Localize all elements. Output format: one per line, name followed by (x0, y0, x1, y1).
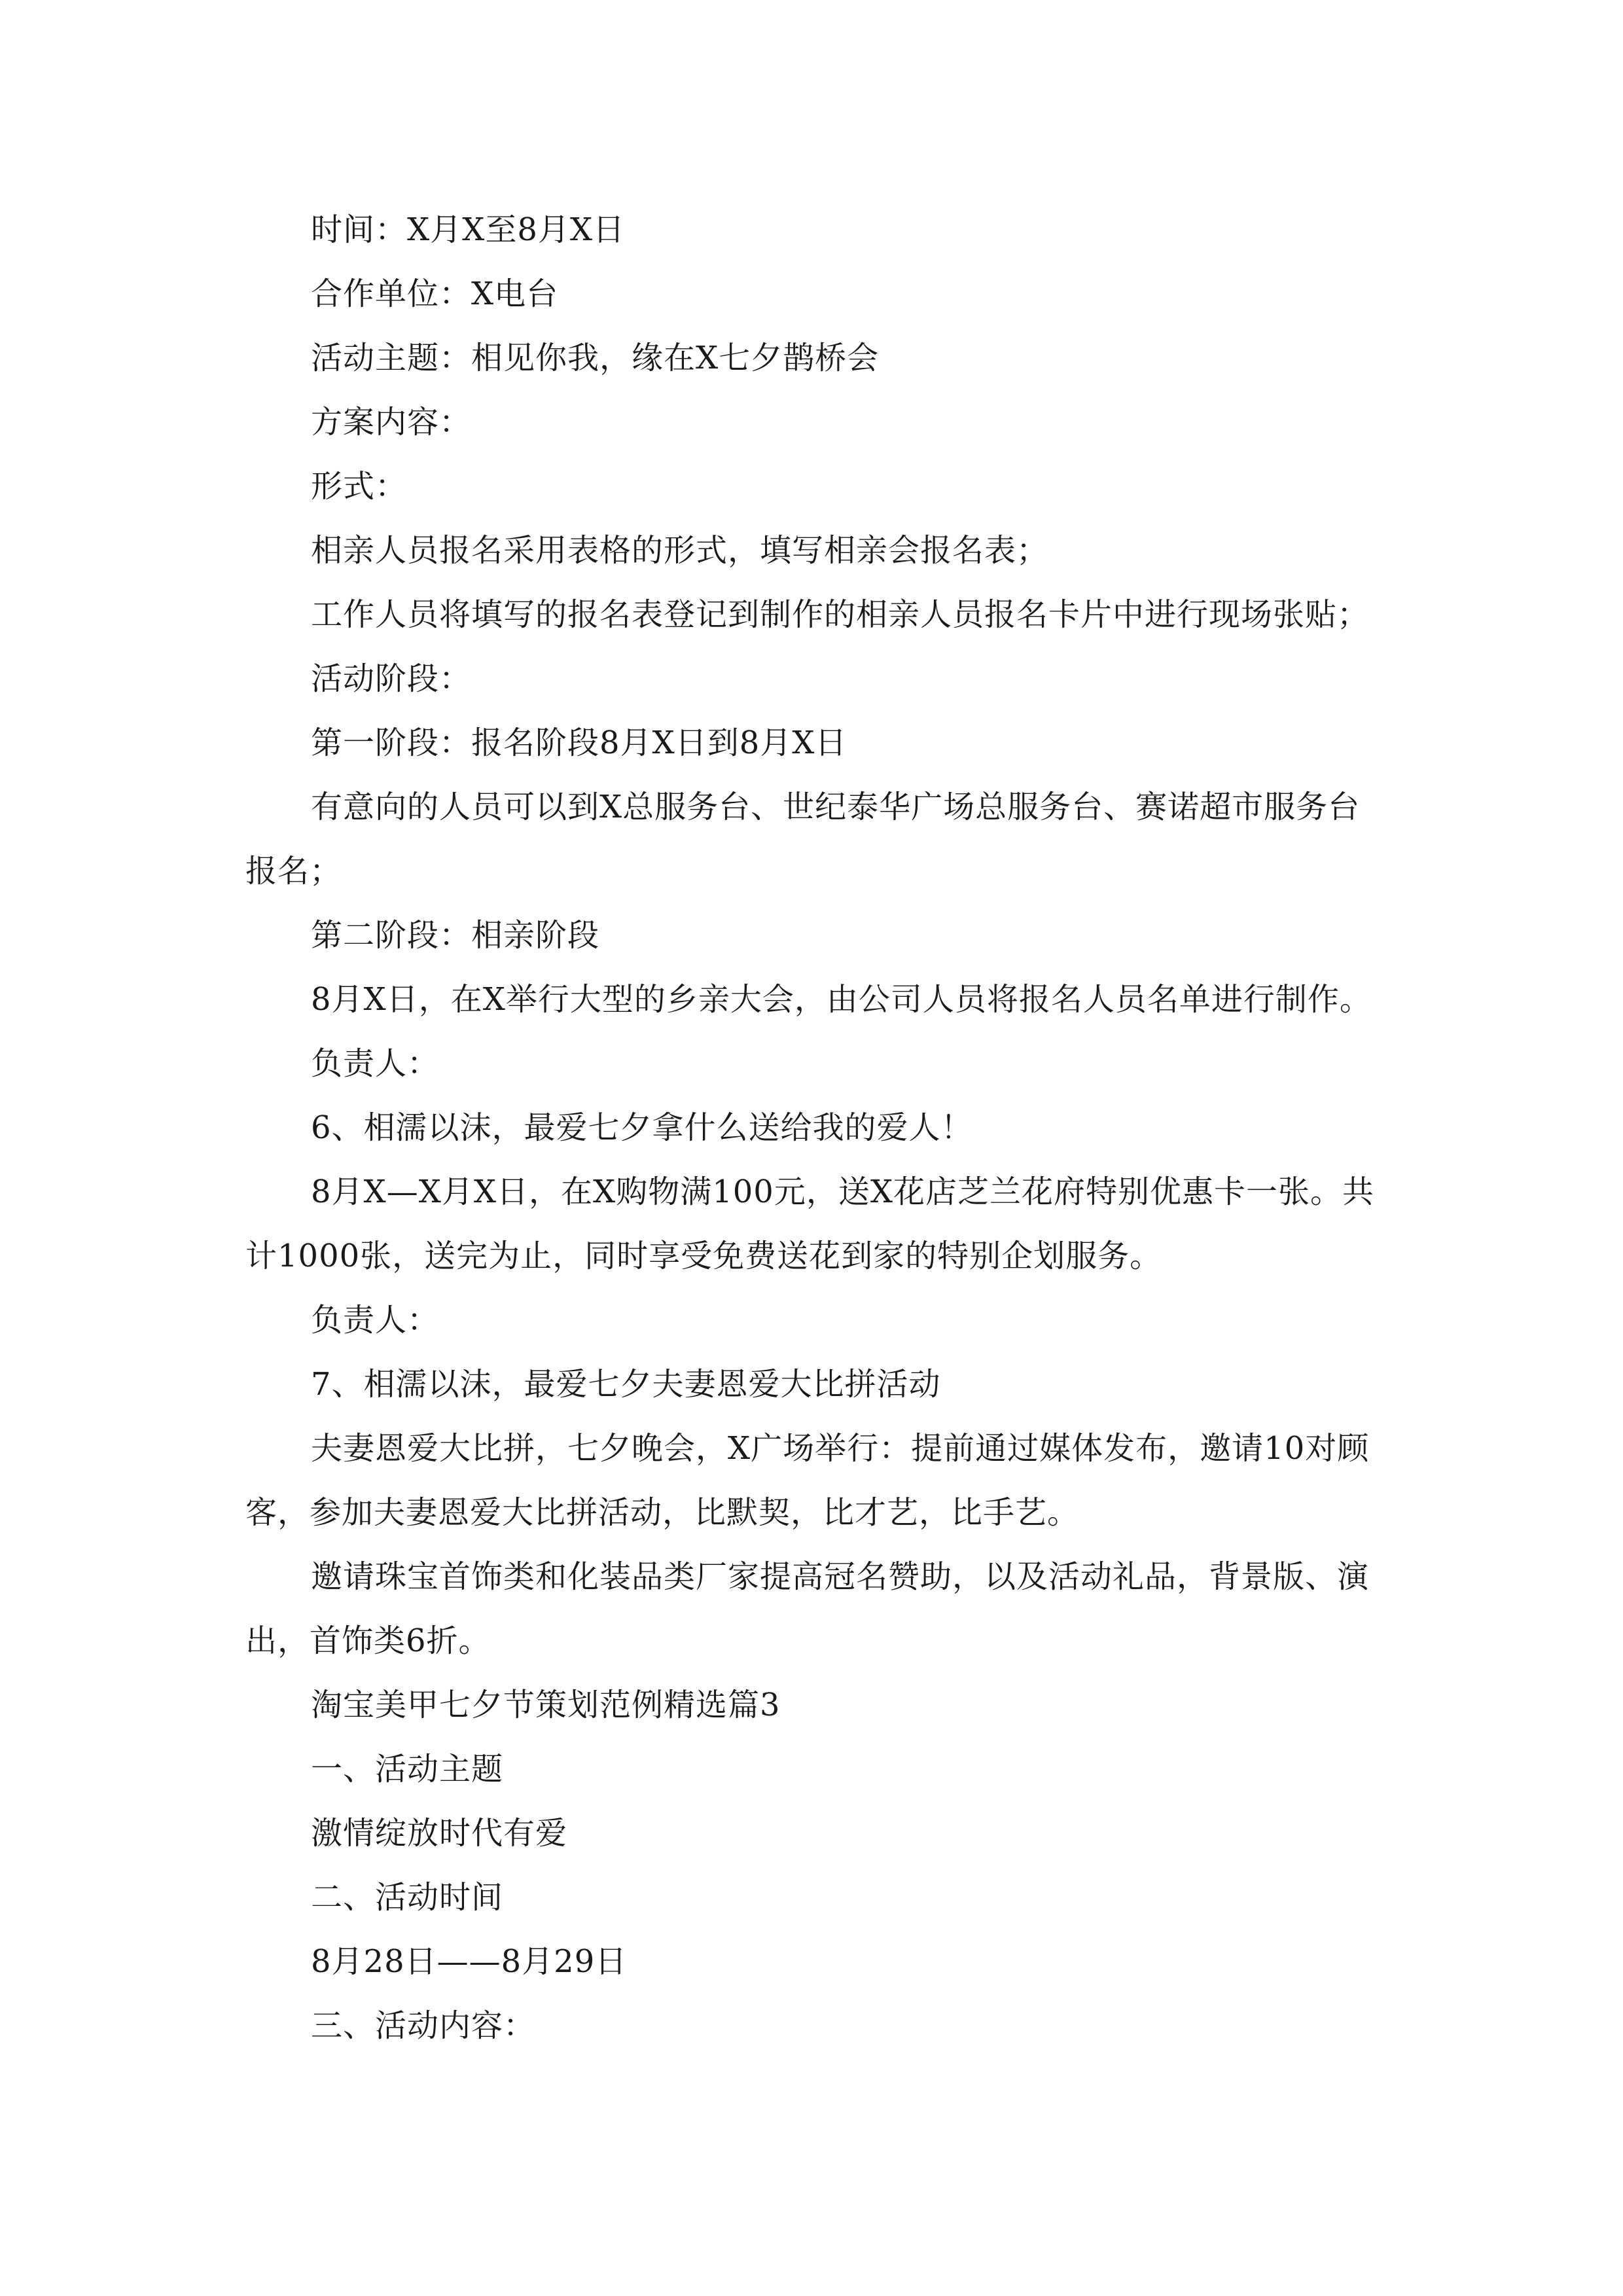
paragraph-stage-1: 第一阶段：报名阶段8月X日到8月X日 (311, 725, 847, 761)
paragraph-item-7-detail: 夫妻恩爱大比拼，七夕晚会，X广场举行：提前通过媒体发布，邀请10对顾客，参加夫妻恩爱大比拼活动，比默契，比才艺，比手艺。 (245, 1430, 1370, 1531)
paragraph-activity-time-heading: 二、活动时间 (311, 1879, 504, 1916)
paragraph-form-1: 相亲人员报名采用表格的形式，填写相亲会报名表； (311, 532, 1049, 569)
paragraph-time: 时间：X月X至8月X日 (311, 211, 626, 248)
paragraph-stage-2: 第二阶段：相亲阶段 (311, 917, 600, 954)
paragraph-stage-1-detail: 有意向的人员可以到X总服务台、世纪泰华广场总服务台、赛诺超市服务台报名； (245, 789, 1361, 889)
paragraph-form-2: 工作人员将填写的报名表登记到制作的相亲人员报名卡片中进行现场张贴； (311, 596, 1370, 633)
paragraph-activity-theme-heading: 一、活动主题 (311, 1751, 504, 1787)
paragraph-partner: 合作单位：X电台 (311, 276, 559, 312)
paragraph-stage-heading: 活动阶段： (311, 660, 472, 697)
paragraph-owner-2: 负责人： (311, 1302, 440, 1338)
paragraph-activity-theme: 激情绽放时代有爱 (311, 1815, 568, 1852)
paragraph-activity-time: 8月28日——8月29日 (311, 1943, 628, 1980)
paragraph-sponsor: 邀请珠宝首饰类和化装品类厂家提高冠名赞助，以及活动礼品，背景版、演出，首饰类6折。 (245, 1558, 1370, 1659)
paragraph-item-6-detail: 8月X—X月X日，在X购物满100元，送X花店芝兰花府特别优惠卡一张。共计1000张，送完为止，同时享受免费送花到家的特别企划服务。 (245, 1174, 1375, 1274)
paragraph-item-7: 7、相濡以沫，最爱七夕夫妻恩爱大比拼活动 (311, 1366, 941, 1403)
paragraph-plan-heading: 方案内容： (311, 404, 472, 440)
paragraph-stage-2-detail: 8月X日，在X举行大型的乡亲大会，由公司人员将报名人员名单进行制作。 (311, 981, 1372, 1018)
paragraph-theme: 活动主题：相见你我，缘在X七夕鹊桥会 (311, 340, 880, 376)
paragraph-activity-content-heading: 三、活动内容： (311, 2007, 536, 2044)
paragraph-owner-1: 负责人： (311, 1045, 440, 1082)
paragraph-form-heading: 形式： (311, 468, 408, 505)
paragraph-section-3-title: 淘宝美甲七夕节策划范例精选篇3 (311, 1687, 781, 1723)
document-body (245, 198, 1384, 2058)
paragraph-item-6: 6、相濡以沫，最爱七夕拿什么送给我的爱人！ (311, 1109, 973, 1146)
